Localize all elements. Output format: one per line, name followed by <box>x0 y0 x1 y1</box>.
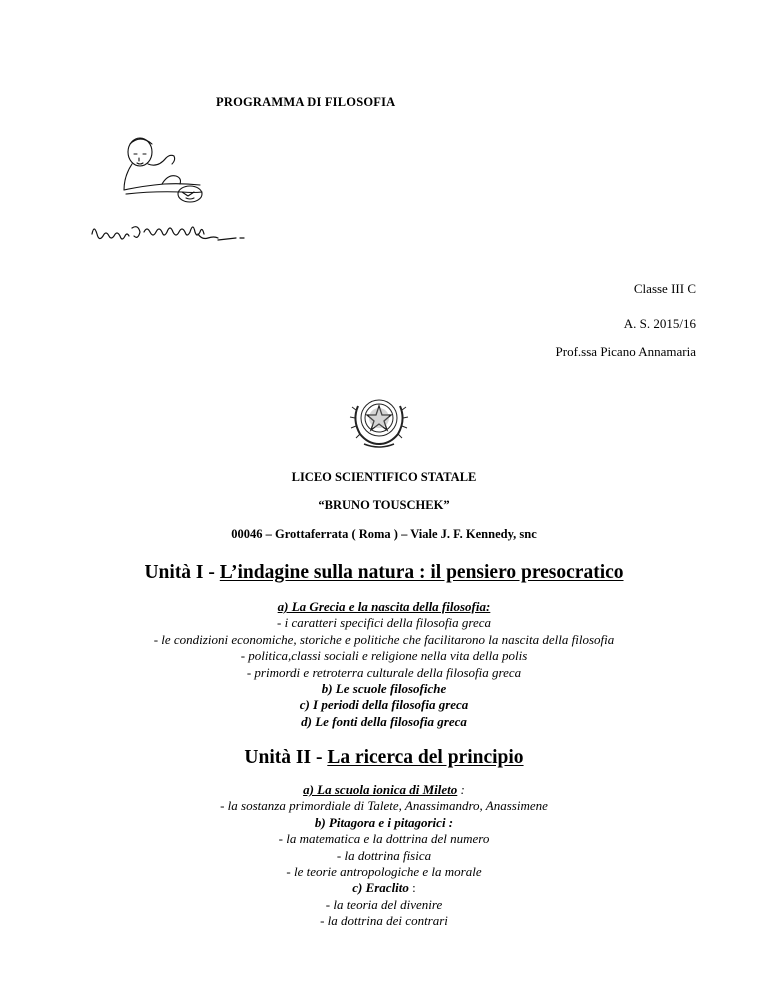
unit-1-title: L’indagine sulla natura : il pensiero presocratico <box>219 562 624 583</box>
unit-2-section-a-heading: a) La scuola ionica di Mileto <box>303 782 458 797</box>
republic-emblem-image <box>344 390 414 452</box>
unit-2-section-c-heading-line <box>0 880 768 896</box>
document-title: PROGRAMMA DI FILOSOFIA <box>216 95 396 109</box>
class-label: Classe III C <box>633 281 696 296</box>
unit-2-section-a-suffix: : <box>457 782 465 797</box>
unit-2-section-b-heading: b) Pitagora e i pitagorici : <box>314 814 454 830</box>
school-name: “BRUNO TOUSCHEK” <box>318 498 450 512</box>
unit-1-section-a-item: - primordi e retroterra culturale della filosofia greca <box>246 664 522 680</box>
unit-2-section-c-item: - la dottrina dei contrari <box>320 913 448 929</box>
unit-1-section-b-heading: b) Le scuole filosofiche <box>321 681 447 697</box>
signature-image <box>88 218 250 250</box>
sketch-drawing-image <box>112 128 212 210</box>
unit-1-section-a-item: - politica,classi sociali e religione nella vita della polis <box>240 648 528 664</box>
unit-2-section-b-item: - la matematica e la dottrina del numero <box>278 831 490 847</box>
unit-1-outline <box>0 599 768 730</box>
school-type: LICEO SCIENTIFICO STATALE <box>291 470 477 484</box>
school-year: A. S. 2015/16 <box>623 316 696 331</box>
unit-2-prefix: Unità II - <box>244 747 328 768</box>
unit-1-section-a-item: - i caratteri specifici della filosofia greca <box>277 615 491 631</box>
unit-2-section-b-item: - la dottrina fisica <box>336 847 432 863</box>
unit-2-section-a-heading-line <box>0 782 768 798</box>
teacher-name: Prof.ssa Picano Annamaria <box>555 344 696 359</box>
school-address: 00046 – Grottaferrata ( Roma ) – Viale J. F. Kennedy, snc <box>231 527 537 541</box>
unit-2-title: La ricerca del principio <box>327 747 524 768</box>
unit-1-section-a-item: - le condizioni economiche, storiche e politiche che facilitarono la nascita della filosofia <box>153 631 615 647</box>
unit-2-section-c-item: - la teoria del divenire <box>325 896 443 912</box>
unit-1-section-c-heading: c) I periodi della filosofia greca <box>299 697 469 713</box>
unit-1-section-d-heading: d) Le fonti della filosofia greca <box>301 713 467 729</box>
unit-2-outline <box>0 782 768 930</box>
unit-2-heading <box>0 747 768 769</box>
unit-2-section-c-suffix: : <box>408 880 416 896</box>
unit-2-section-c-heading: c) Eraclito <box>352 880 409 896</box>
unit-1-section-a-heading: a) La Grecia e la nascita della filosofia: <box>277 599 491 614</box>
unit-1-heading <box>0 562 768 584</box>
unit-1-prefix: Unità I - <box>144 562 220 583</box>
unit-2-section-a-item: - la sostanza primordiale di Talete, Anassimandro, Anassimene <box>220 798 548 814</box>
unit-2-section-b-item: - le teorie antropologiche e la morale <box>286 864 482 880</box>
